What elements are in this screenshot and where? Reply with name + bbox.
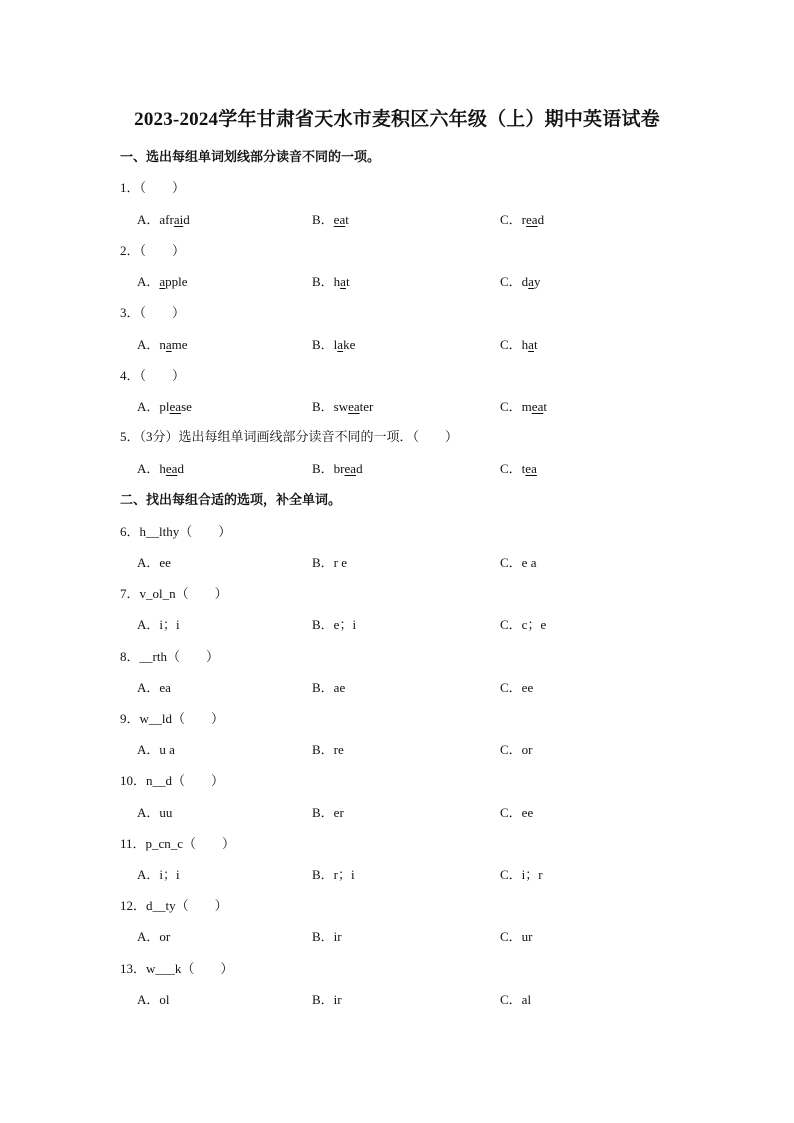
question-6-option-a[interactable]: A．ee — [137, 555, 171, 570]
question-8-option-b[interactable]: B．ae — [312, 680, 346, 695]
question-13-stem: 13．w___k（ ） — [120, 961, 234, 976]
question-7-option-c[interactable]: C．c；e — [500, 617, 547, 632]
question-8-option-a[interactable]: A．ea — [137, 680, 171, 695]
question-7-stem: 7．v_ol_n（ ） — [120, 586, 228, 601]
question-10-option-b[interactable]: B．er — [312, 805, 344, 820]
question-8-stem: 8．__rth（ ） — [120, 649, 219, 664]
question-13-option-a[interactable]: A．ol — [137, 992, 170, 1007]
question-3-stem: 3．（ ） — [120, 305, 186, 320]
question-6-stem: 6．h__lthy（ ） — [120, 524, 232, 539]
question-1-option-c[interactable]: C．read — [500, 212, 545, 227]
page-title: 2023-2024学年甘肃省天水市麦积区六年级（上）期中英语试卷 — [134, 109, 660, 130]
question-3-option-b[interactable]: B．lake — [312, 337, 356, 352]
question-10-option-c[interactable]: C．ee — [500, 805, 534, 820]
question-7-option-a[interactable]: A．i；i — [137, 617, 180, 632]
question-1-stem: 1．（ ） — [120, 180, 186, 195]
question-12-option-a[interactable]: A．or — [137, 929, 171, 944]
question-5-option-a[interactable]: A．head — [137, 461, 184, 476]
question-7-option-b[interactable]: B．e；i — [312, 617, 357, 632]
question-9-option-a[interactable]: A．u a — [137, 742, 175, 757]
question-2-stem: 2．（ ） — [120, 243, 186, 258]
question-6-option-b[interactable]: B．r e — [312, 555, 348, 570]
question-11-option-a[interactable]: A．i；i — [137, 867, 180, 882]
question-5-option-c[interactable]: C．tea — [500, 461, 537, 476]
question-10-option-a[interactable]: A．uu — [137, 805, 173, 820]
question-13-option-c[interactable]: C．al — [500, 992, 532, 1007]
question-6-option-c[interactable]: C．e a — [500, 555, 537, 570]
question-12-option-b[interactable]: B．ir — [312, 929, 342, 944]
question-8-option-c[interactable]: C．ee — [500, 680, 534, 695]
question-11-stem: 11．p_cn_c（ ） — [120, 836, 236, 851]
question-4-option-c[interactable]: C．meat — [500, 399, 547, 414]
question-9-option-b[interactable]: B．re — [312, 742, 344, 757]
question-11-option-c[interactable]: C．i；r — [500, 867, 543, 882]
question-11-option-b[interactable]: B．r；i — [312, 867, 355, 882]
question-2-option-a[interactable]: A．apple — [137, 274, 188, 289]
question-12-stem: 12．d__ty（ ） — [120, 898, 228, 913]
question-2-option-b[interactable]: B．hat — [312, 274, 350, 289]
question-2-option-c[interactable]: C．day — [500, 274, 541, 289]
question-5-stem: 5．（3分）选出每组单词画线部分读音不同的一项．（ ） — [120, 429, 459, 444]
question-4-option-a[interactable]: A．please — [137, 399, 192, 414]
section-2-heading: 二、找出每组合适的选项，补全单词。 — [120, 492, 342, 507]
question-4-option-b[interactable]: B．sweater — [312, 399, 374, 414]
question-13-option-b[interactable]: B．ir — [312, 992, 342, 1007]
question-10-stem: 10．n__d（ ） — [120, 773, 225, 788]
question-1-option-a[interactable]: A．afraid — [137, 212, 190, 227]
question-12-option-c[interactable]: C．ur — [500, 929, 533, 944]
question-1-option-b[interactable]: B．eat — [312, 212, 349, 227]
section-1-heading: 一、选出每组单词划线部分读音不同的一项。 — [120, 149, 381, 164]
question-9-option-c[interactable]: C．or — [500, 742, 533, 757]
question-4-stem: 4．（ ） — [120, 368, 186, 383]
question-3-option-c[interactable]: C．hat — [500, 337, 538, 352]
question-3-option-a[interactable]: A．name — [137, 337, 188, 352]
question-9-stem: 9．w__ld（ ） — [120, 711, 225, 726]
question-5-option-b[interactable]: B．bread — [312, 461, 363, 476]
